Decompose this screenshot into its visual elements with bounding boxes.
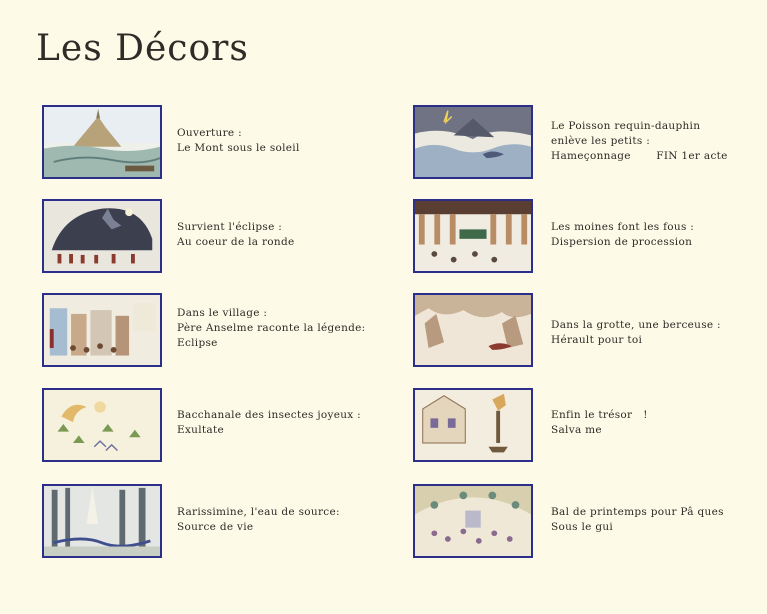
village-icon: [42, 293, 162, 367]
stormy-sea-icon: [413, 105, 533, 179]
eclipse-night-icon: [42, 199, 162, 273]
decor-caption-1: Ouverture : Le Mont sous le soleil: [177, 127, 300, 154]
decor-caption-4: Bacchanale des insectes joyeux : Exultate: [177, 409, 361, 436]
decor-caption-7: Les moines font les fous : Dispersion de procession: [551, 221, 695, 248]
decor-caption-8: Dans la grotte, une berceuse : Hérault pour toi: [551, 319, 721, 346]
decor-caption-10: Bal de printemps pour Pâ ques Sous le gui: [551, 506, 724, 533]
treasure-icon: [413, 388, 533, 462]
decor-caption-2: Survient l'éclipse : Au coeur de la ronde: [177, 221, 295, 248]
cave-icon: [413, 293, 533, 367]
insects-icon: [42, 388, 162, 462]
spring-ball-icon: [413, 484, 533, 558]
decor-caption-9: Enfin le trésor ! Salva me: [551, 409, 648, 436]
decor-caption-5: Rarissimine, l'eau de source: Source de vie: [177, 506, 340, 533]
mont-saint-michel-icon: [42, 105, 162, 179]
cloister-icon: [413, 199, 533, 273]
page-title: Les Décors: [36, 28, 249, 69]
decor-caption-3: Dans le village : Père Anselme raconte la légende: Eclipse: [177, 307, 366, 349]
forest-spring-icon: [42, 484, 162, 558]
decor-caption-6: Le Poisson requin-dauphin enlève les petits : Hameçonnage FIN 1er acte: [551, 120, 728, 162]
